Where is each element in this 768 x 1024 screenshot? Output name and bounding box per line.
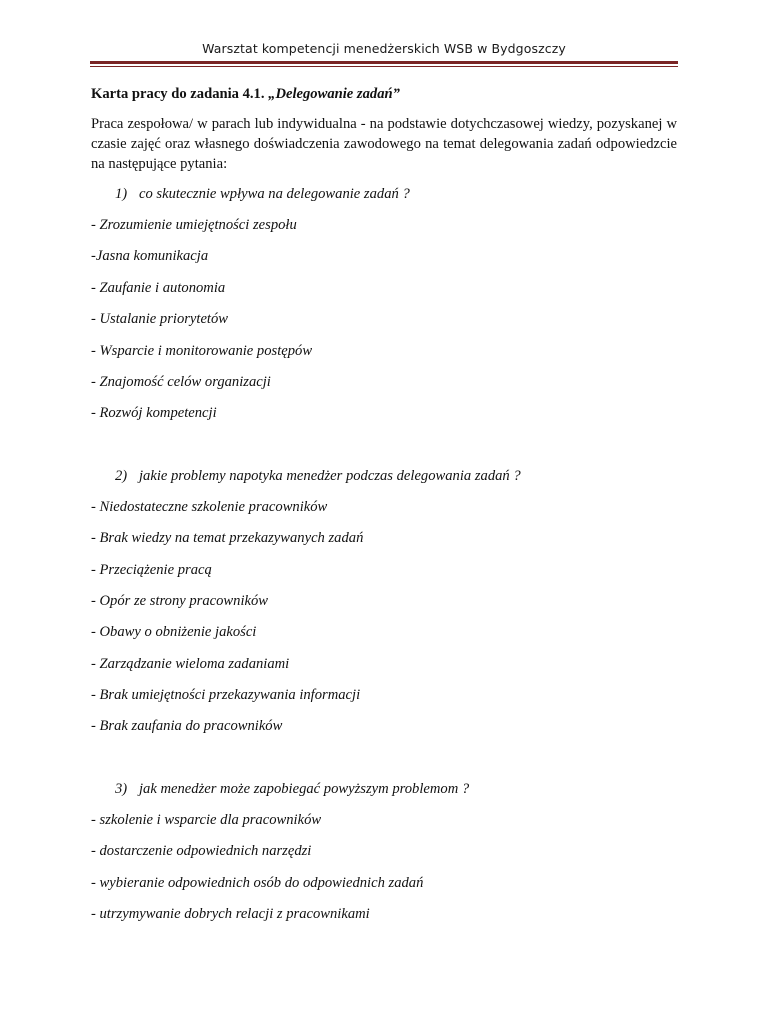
question-3 [91,779,677,800]
question-section-1 [91,184,677,424]
title-italic: „Delegowanie zadań” [268,86,400,102]
answer-item: -Jasna komunikacja [91,248,209,265]
answer-item: - Brak umiejętności przekazywania informacji [91,687,361,704]
question-1 [91,184,677,205]
document-body [91,84,677,935]
answer-item: - dostarczenie odpowiednich narzędzi [91,843,312,860]
answer-item: - Brak wiedzy na temat przekazywanych zadań [91,530,364,547]
question-number: 3) [115,780,128,797]
title-prefix: Karta pracy do zadania 4.1. [91,86,269,102]
answer-item: - szkolenie i wsparcie dla pracowników [91,811,322,828]
intro-paragraph: Praca zespołowa/ w parach lub indywidualna - na podstawie dotychczasowej wiedzy, pozyskanej w czasie zajęć oraz własnego doświadczenia zawodowego na temat delegowania zadań odpowiedzcie na następujące pytania: [91,116,677,172]
answer-item: - Znajomość celów organizacji [91,373,271,390]
section-gap [91,748,677,779]
section-gap [91,435,677,466]
worksheet-title [91,84,677,104]
answer-item: - Ustalanie priorytetów [91,311,229,328]
answer-item: - Rozwój kompetencji [91,405,217,422]
question-number: 2) [115,467,128,484]
question-2 [91,466,677,487]
answer-item: - Brak zaufania do pracowników [91,718,283,735]
answer-item: - wybieranie odpowiednich osób do odpowiednich zadań [91,874,424,891]
answer-item: - Niedostateczne szkolenie pracowników [91,498,328,515]
answer-item: - Zrozumienie umiejętności zespołu [91,217,297,233]
answer-item: - utrzymywanie dobrych relacji z pracownikami [91,906,370,923]
question-text: jak menedżer może zapobiegać powyższym problemom ? [139,780,470,797]
question-text: jakie problemy napotyka menedżer podczas delegowania zadań ? [139,467,521,484]
header-rule-thin [90,66,678,67]
answer-item: - Przeciążenie pracą [91,561,212,578]
answer-item: - Zaufanie i autonomia [91,279,226,296]
answer-item: - Zarządzanie wieloma zadaniami [91,655,290,672]
answer-item: - Obawy o obniżenie jakości [91,624,257,641]
header-rule-thick [90,61,678,64]
question-section-2 [91,466,677,738]
answer-item: - Wsparcie i monitorowanie postępów [91,342,313,359]
answer-item: - Opór ze strony pracowników [91,592,269,609]
page-header: Warsztat kompetencji menedżerskich WSB w Bydgoszczy [202,41,566,56]
question-section-3 [91,779,677,925]
question-text: co skutecznie wpływa na delegowanie zadań ? [139,186,410,202]
question-number: 1) [115,186,128,202]
